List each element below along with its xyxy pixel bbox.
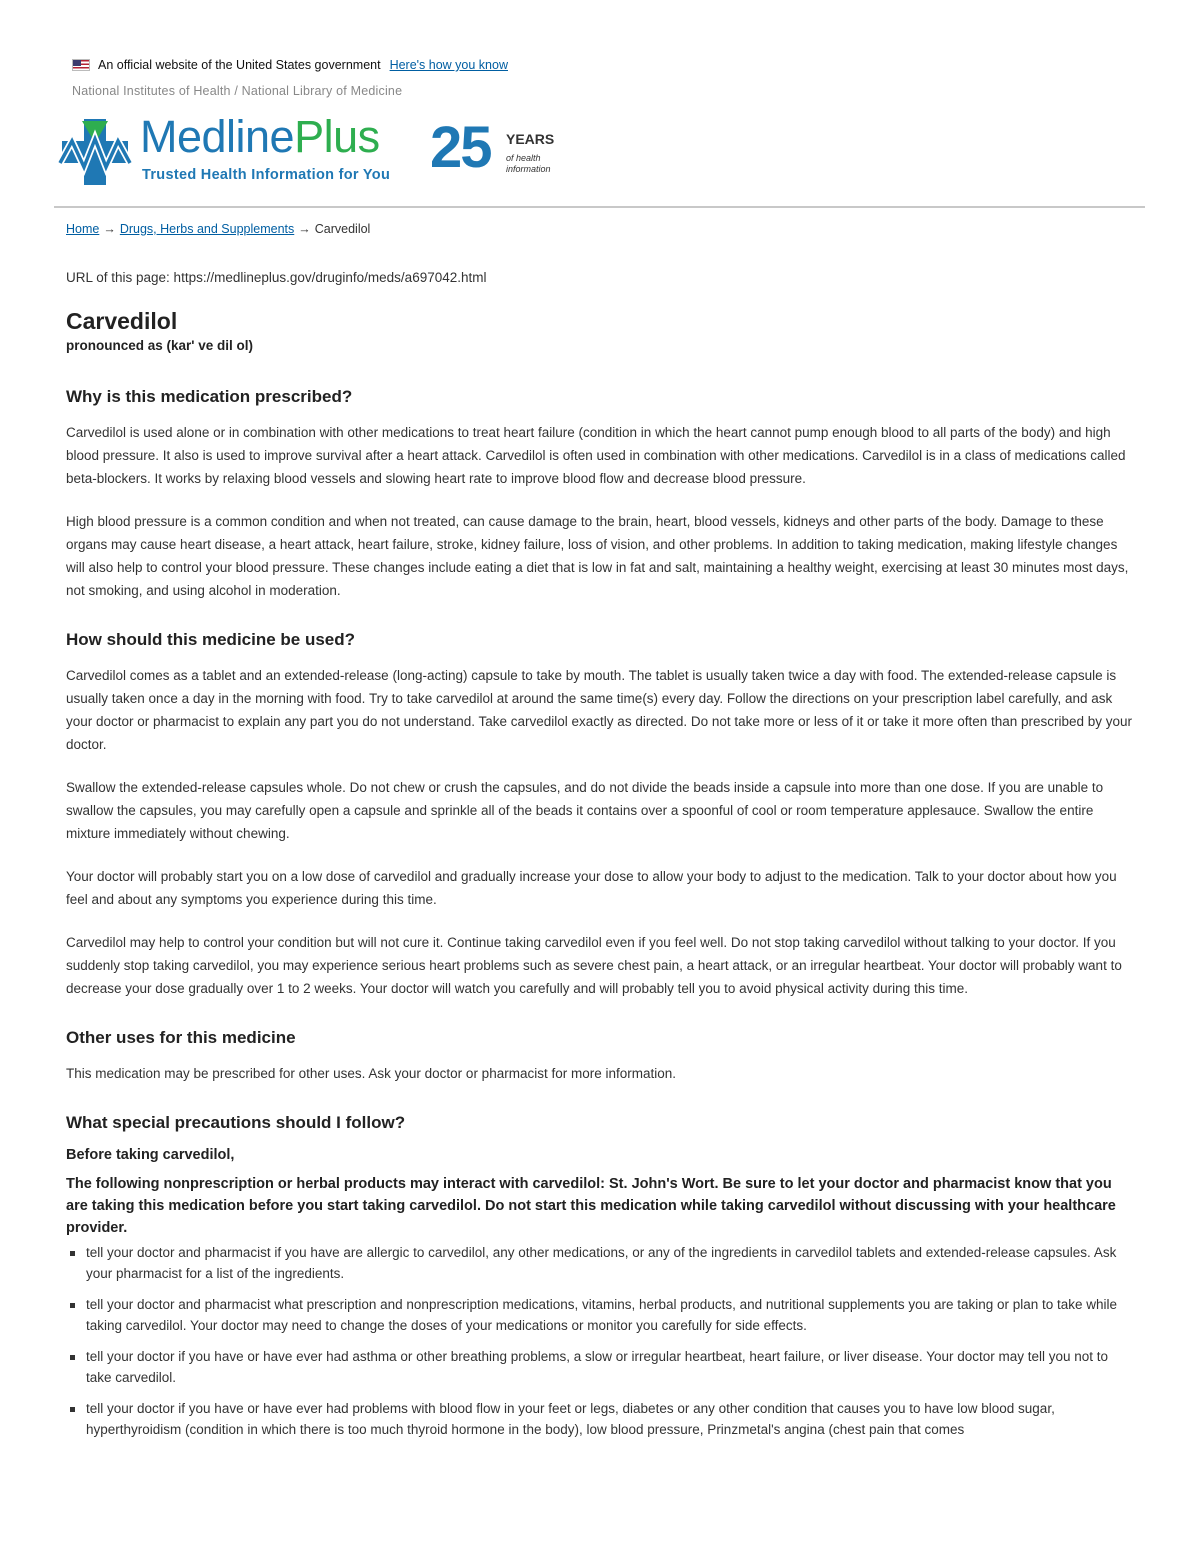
breadcrumb	[66, 222, 370, 236]
list-item: tell your doctor and pharmacist if you have are allergic to carvedilol, any other medications, or any of the ingredients in carvedilol tablets and extended-release capsules. Ask your pharmacist for a list of the ingredients.	[66, 1243, 1136, 1284]
how-paragraph-4: Carvedilol may help to control your condition but will not cure it. Continue taking carvedilol even if you feel well. Do not stop taking carvedilol without talking to your doctor. If you suddenly stop taking carvedilol, you may experience serious heart problems such as severe chest pain, a heart attack, or an irregular heartbeat. Your doctor will probably want to decrease your dose gradually over 1 to 2 weeks. Your doctor will watch you carefully and will probably tell you to avoid physical activity during this time.	[66, 935, 1122, 997]
other-uses-paragraph: This medication may be prescribed for other uses. Ask your doctor or pharmacist for more information.	[66, 1066, 677, 1082]
precautions-heading: What special precautions should I follow?	[66, 1113, 406, 1133]
why-paragraph-1: Carvedilol is used alone or in combination with other medications to treat heart failure (condition in which the heart cannot pump enough blood to all parts of the body) and high blood pressure. It also is used to improve survival after a heart attack. Carvedilol is often used in combination with other medications. Carvedilol is in a class of medications called beta-blockers. It works by relaxing blood vessels and slowing heart rate to improve blood flow and decrease blood pressure.	[66, 425, 1126, 487]
why-prescribed-heading: Why is this medication prescribed?	[66, 387, 353, 407]
header-divider	[54, 206, 1145, 208]
breadcrumb-separator: →	[103, 222, 116, 236]
anniversary-number: 25	[430, 115, 491, 180]
before-taking-heading: Before taking carvedilol,	[66, 1147, 235, 1164]
pronunciation: pronounced as (kar' ve dil ol)	[66, 338, 253, 354]
breadcrumb-current: Carvedilol	[314, 222, 371, 236]
how-paragraph-1: Carvedilol comes as a tablet and an extended-release (long-acting) capsule to take by mouth. The tablet is usually taken twice a day with food. The extended-release capsule is usually taken once a day in the morning with food. Try to take carvedilol at around the same time(s) every day. Follow the directions on your prescription label carefully, and ask your doctor or pharmacist to explain any part you do not understand. Take carvedilol exactly as directed. Do not take more or less of it or take it more often than prescribed by your doctor.	[66, 668, 1133, 753]
logo-tagline: Trusted Health Information for You	[142, 167, 391, 183]
other-uses-heading: Other uses for this medicine	[66, 1028, 296, 1048]
breadcrumb-drugs-link[interactable]: Drugs, Herbs and Supplements	[119, 222, 295, 236]
agency-line: National Institutes of Health / National Library of Medicine	[72, 84, 403, 98]
interaction-warning: The following nonprescription or herbal products may interact with carvedilol: St. John's Wort. Be sure to let your doctor and pharmacist know that you are taking this medication before you start taking carvedilol. Do not start this medication while taking carvedilol without discussing with your healthcare provider.	[66, 1176, 1116, 1237]
anniversary-years-word: YEARS	[506, 131, 555, 147]
medlineplus-cross-icon	[58, 119, 132, 191]
how-paragraph-2: Swallow the extended-release capsules whole. Do not chew or crush the capsules, and do not divide the beads inside a capsule into more than one dose. If you are unable to swallow the capsules, you may carefully open a capsule and sprinkle all of the beads it contains over a spoonful of cool or room temperature applesauce. Swallow the entire mixture immediately without chewing.	[66, 780, 1104, 842]
breadcrumb-separator: →	[298, 222, 311, 236]
page-url: URL of this page: https://medlineplus.gov/druginfo/meds/a697042.html	[66, 270, 487, 285]
gov-banner-text: An official website of the United States government	[98, 58, 381, 72]
list-item: tell your doctor if you have or have ever had asthma or other breathing problems, a slow or irregular heartbeat, heart failure, or liver disease. Your doctor may tell you not to take carvedilol.	[66, 1347, 1136, 1388]
breadcrumb-home-link[interactable]: Home	[66, 222, 100, 236]
heres-how-you-know-link[interactable]: Here's how you know	[389, 58, 508, 72]
medlineplus-logo[interactable]	[58, 111, 578, 197]
how-paragraph-3: Your doctor will probably start you on a low dose of carvedilol and gradually increase your dose to allow your body to adjust to the medication. Talk to your doctor about how you feel and about any symptoms you experience during this time.	[66, 869, 1117, 908]
why-paragraph-2: High blood pressure is a common condition and when not treated, can cause damage to the brain, heart, blood vessels, kidneys and other parts of the body. Damage to these organs may cause heart disease, a heart attack, heart failure, stroke, kidney failure, loss of vision, and other problems. In addition to taking medication, making lifestyle changes will also help to control your blood pressure. These changes include eating a diet that is low in fat and salt, maintaining a healthy weight, exercising at least 30 minutes most days, not smoking, and using alcohol in moderation.	[66, 514, 1129, 599]
page-title: Carvedilol	[66, 308, 178, 334]
anniversary-subtitle: of health information	[506, 153, 551, 174]
us-flag-icon	[72, 59, 90, 71]
how-used-heading: How should this medicine be used?	[66, 630, 356, 650]
logo-wordmark: MedlinePlus	[140, 111, 380, 162]
gov-banner	[72, 58, 508, 72]
precautions-list	[66, 1243, 1136, 1440]
main-content	[66, 266, 1136, 1451]
list-item: tell your doctor if you have or have ever had problems with blood flow in your feet or legs, diabetes or any other condition that causes you to have low blood sugar, hyperthyroidism (condition in which there is too much thyroid hormone in the body), low blood pressure, Prinzmetal's angina (chest pain that comes	[66, 1399, 1136, 1440]
list-item: tell your doctor and pharmacist what prescription and nonprescription medications, vitamins, herbal products, and nutritional supplements you are taking or plan to take while taking carvedilol. Your doctor may need to change the doses of your medications or monitor you carefully for side effects.	[66, 1295, 1136, 1336]
